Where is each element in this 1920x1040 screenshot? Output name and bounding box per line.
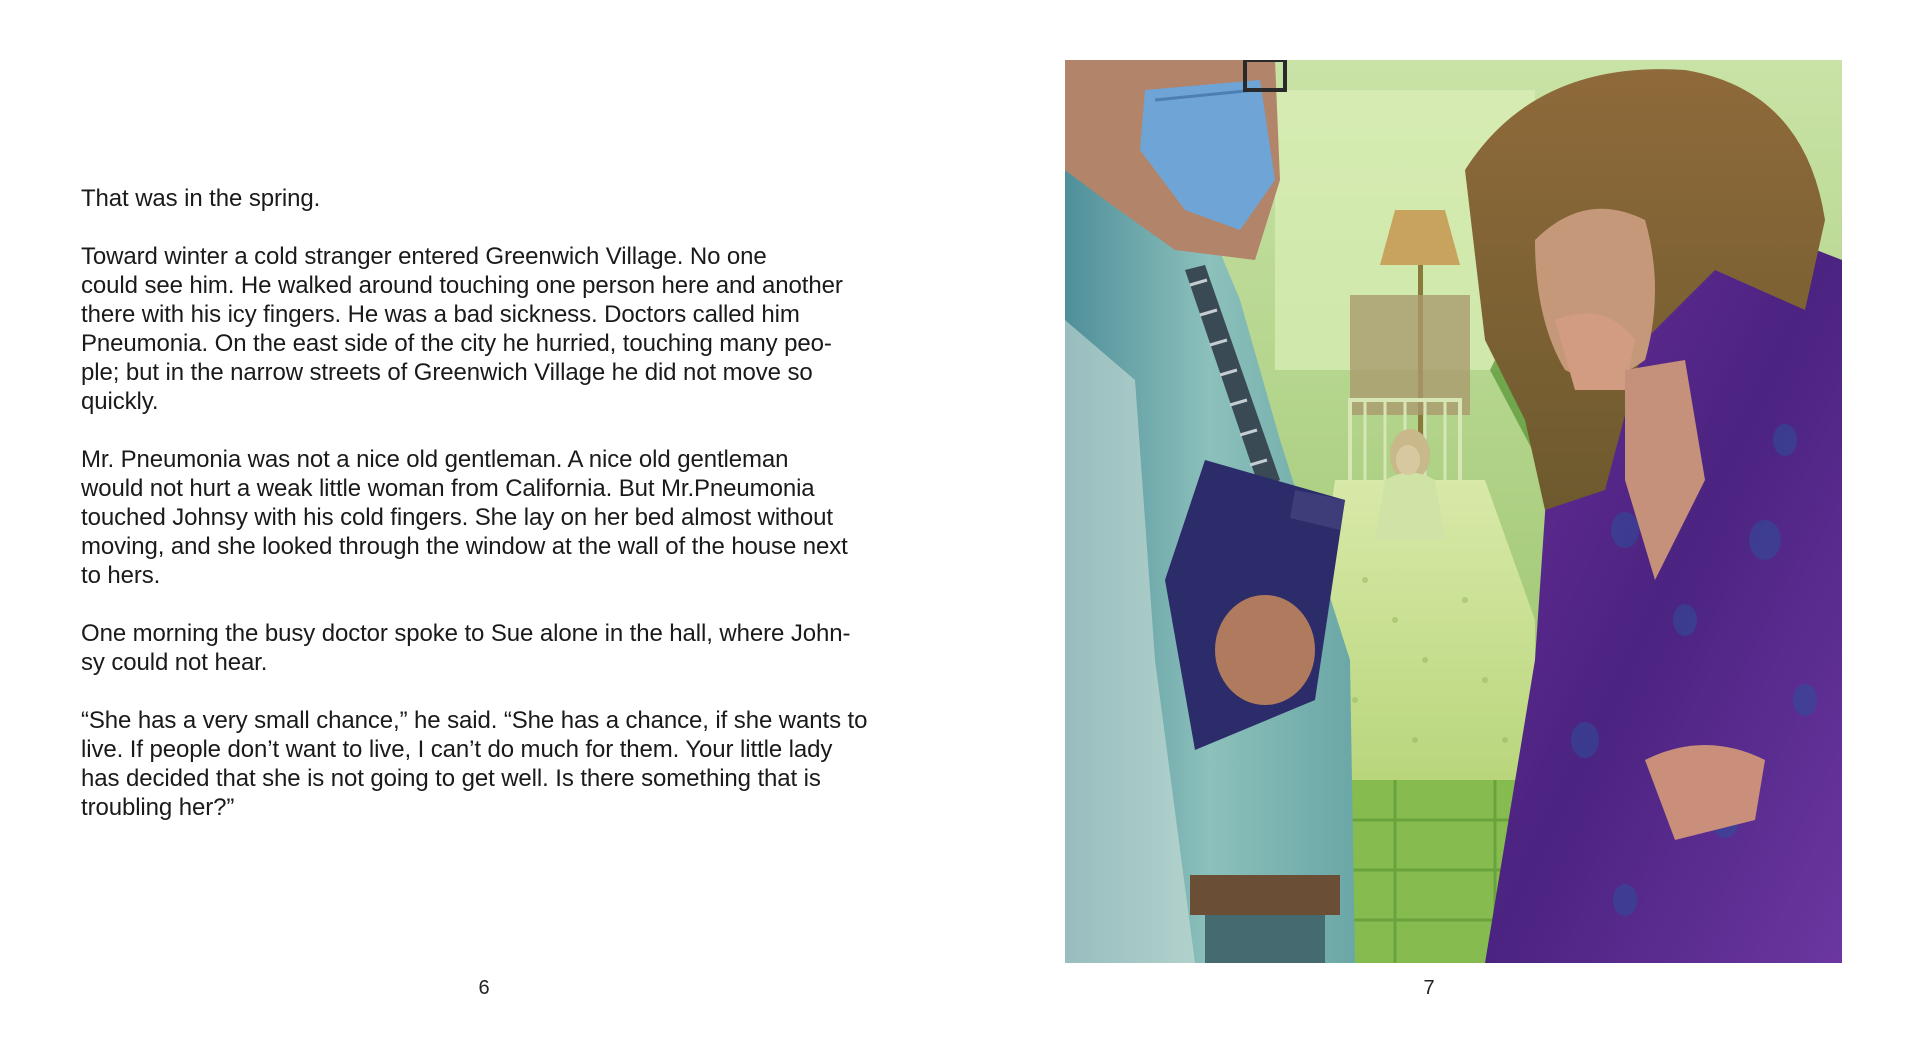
right-page [960, 0, 1920, 1040]
painting-image [1065, 60, 1842, 963]
paragraph-2: Toward winter a cold stranger entered Greenwich Village. No one could see him. He walked around touching one person here and another there with his icy fingers. He was a bad sickness. Doctors called him Pneumonia. On the east side of the city he hurried, touching many peo- ple; but in the narrow streets of Greenwich Village he did not move so quickly. [81, 243, 843, 415]
paragraph-5: “She has a very small chance,” he said. “She has a chance, if she wants to live. If people don’t want to live, I can’t do much for them. Your little lady has decided that she is not going to get well. Is there something that is troubling her?” [81, 707, 868, 821]
illustration-painting [1065, 60, 1842, 963]
paragraph-3: Mr. Pneumonia was not a nice old gentleman. A nice old gentleman would not hurt a weak little woman from California. But Mr.Pneumonia touched Johnsy with his cold fingers. She lay on her bed almost without moving, and she looked through the window at the wall of the house next to hers. [81, 446, 848, 589]
paragraph-1: That was in the spring. [81, 185, 321, 212]
paragraph-4: One morning the busy doctor spoke to Sue alone in the hall, where John- sy could not hear. [81, 620, 851, 676]
page-number-right: 7 [1423, 977, 1435, 999]
page-number-left: 6 [478, 977, 490, 999]
story-text [81, 184, 901, 851]
